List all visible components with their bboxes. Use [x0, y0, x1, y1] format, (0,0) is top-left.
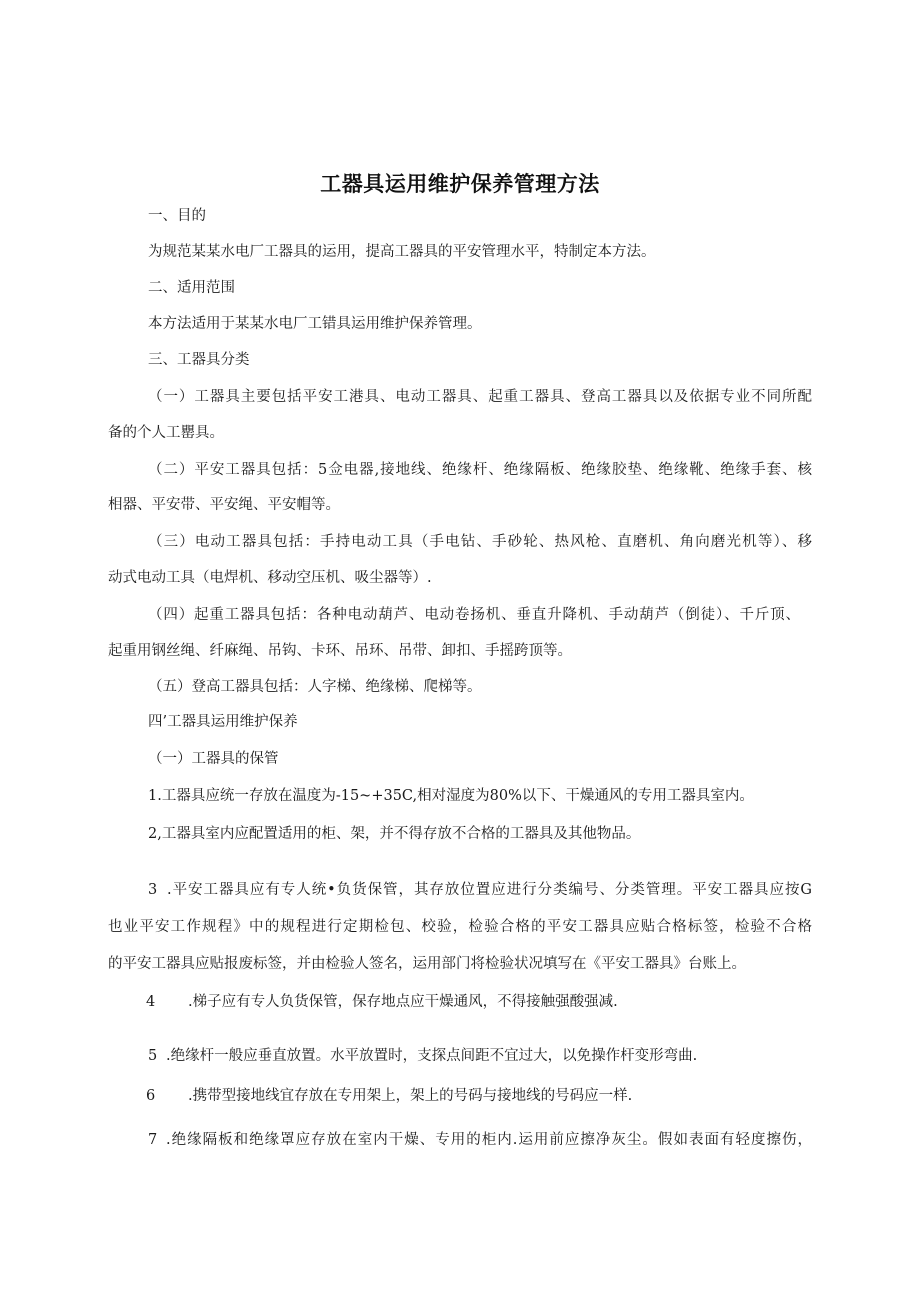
list-item-number: 3 — [148, 882, 158, 898]
list-item: 1.工器具应统一存放在温度为-15~+35C,相对湿度为80%以下、干燥通风的专用工器具室内。 — [148, 788, 754, 804]
section-1-heading: 一、目的 — [148, 208, 206, 224]
list-item-number: 4 — [146, 994, 156, 1010]
list-item-text: .绝缘隔板和绝缘罩应存放在室内干燥、专用的柜内.运用前应擦净灰尘。假如表面有轻度擦伤， — [166, 1132, 812, 1148]
list-item-text: .绝缘杆一般应垂直放置。水平放置时，支探点间距不宜过大，以免操作杆变形弯曲. — [166, 1048, 698, 1064]
subsection-heading: （一）工器具的保管 — [148, 751, 279, 767]
paragraph-line: 备的个人工罌具。 — [108, 425, 224, 441]
list-item-text: 也业平安工作规程》中的规程进行定期检包、校验，检验合格的平安工器具应贴合格标签，检验不合格 — [108, 919, 812, 935]
paragraph-line: （五）登高工器具包括：人字梯、绝缘梯、爬梯等。 — [148, 679, 482, 695]
list-item-text: .梯子应有专人负货保管，保存地点应干燥通风，不得接触强酸强减. — [188, 994, 618, 1010]
list-item-text: .携带型接地线宜存放在专用架上，架上的号码与接地线的号码应一样. — [188, 1088, 633, 1104]
document-title: 工器具运用维护保养管理方法 — [320, 172, 600, 197]
section-2-heading: 二、适用范围 — [148, 280, 235, 296]
paragraph-line: 相器、平安带、平安绳、平安帽等。 — [108, 497, 340, 513]
list-item-text: 的平安工器具应贴报废标签，并由检验人签名，运用部门将检验状况填写在《平安工器具》台账上。 — [108, 956, 746, 972]
list-item-number: 6 — [146, 1088, 156, 1104]
paragraph-line: 动式电动工具（电焊机、移动空压机、吸尘器等）. — [108, 570, 432, 586]
section-2-body: 本方法适用于某某水电厂工错具运用维护保养管理。 — [148, 316, 482, 332]
paragraph-line: 起重用钢丝绳、纤麻绳、吊钩、卡环、吊环、吊带、卸扣、手摇跨顶等。 — [108, 643, 572, 659]
list-item: 2,工器具室内应配置适用的柜、架，并不得存放不合格的工器具及其他物品。 — [148, 826, 641, 842]
list-item-number: 7 — [148, 1132, 158, 1148]
paragraph-line: （二）平安工器具包括：5佥电器,接地线、绝缘杆、绝缘隔板、绝缘胶垫、绝缘靴、绝缘手套、核 — [148, 462, 812, 478]
section-4-heading: 四’工器具运用维护保养 — [148, 714, 298, 730]
list-item-text: .平安工器具应有专人统•负货保管，其存放位置应进行分类编号、分类管理。平安工器具应按G — [167, 882, 812, 898]
section-3-heading: 三、工器具分类 — [148, 352, 250, 368]
paragraph-line: （四）起重工器具包括：各种电动葫芦、电动卷扬机、垂直升降机、手动葫芦（倒徒）、千斤顶、 — [148, 607, 800, 623]
paragraph-line: （一）工器具主要包括平安工港具、电动工器具、起重工器具、登高工器具以及依据专业不同所配 — [148, 389, 812, 405]
section-1-body: 为规范某某水电厂工器具的运用，提高工器具的平安管理水平，特制定本方法。 — [148, 244, 656, 260]
paragraph-line: （三）电动工器具包括：手持电动工具（手电钻、手砂轮、热风枪、直磨机、角向磨光机等）、移 — [148, 534, 812, 550]
list-item-number: 5 — [148, 1048, 158, 1064]
